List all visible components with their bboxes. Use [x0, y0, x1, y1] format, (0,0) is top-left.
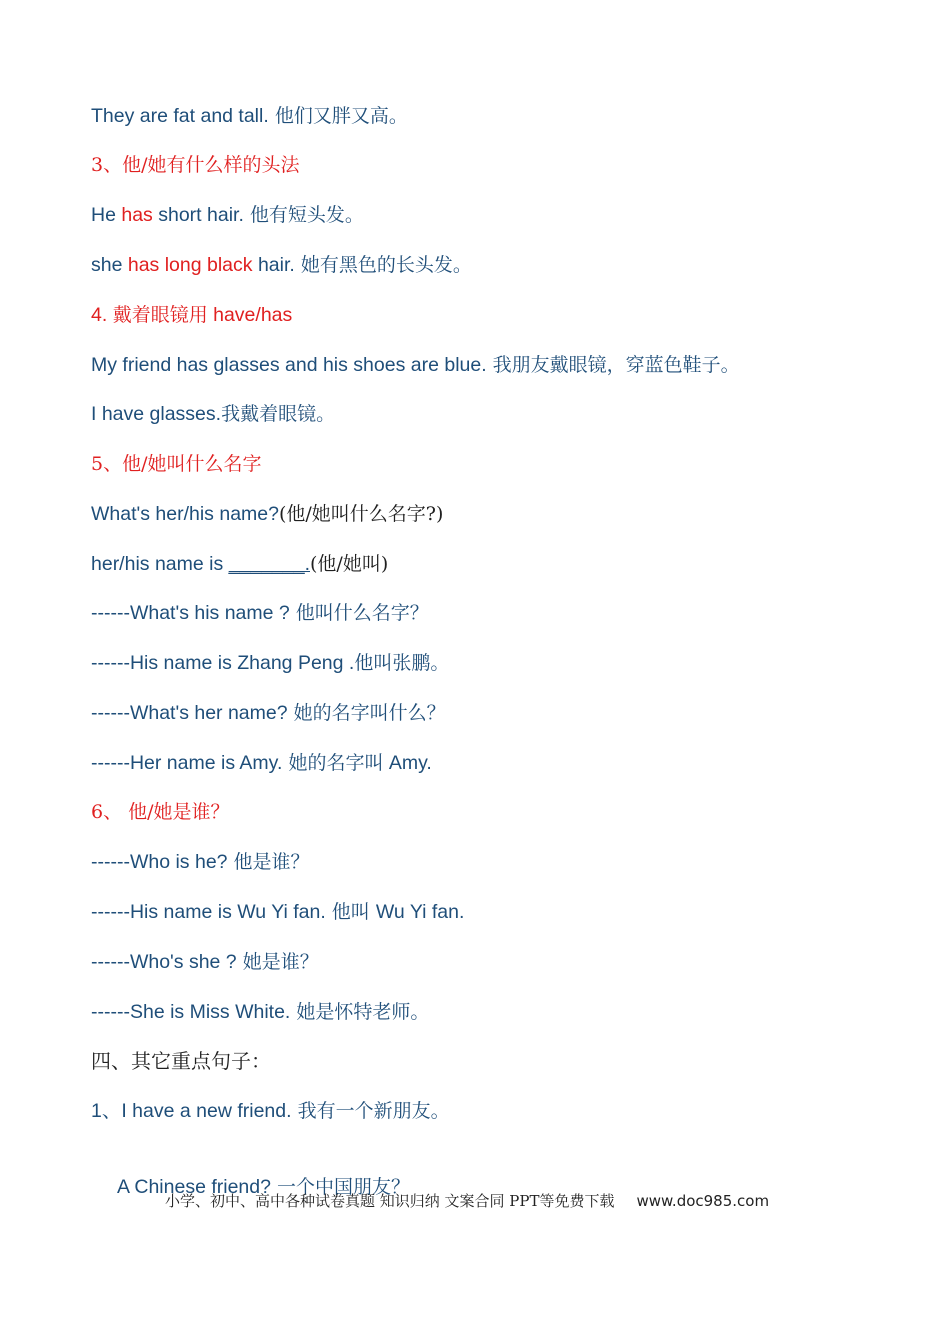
english-text: Wu Yi fan. — [375, 901, 465, 923]
chinese-text: 她的名字叫什么？ — [287, 702, 446, 724]
dialogue-line — [91, 600, 429, 626]
english-text: Amy. — [383, 752, 432, 774]
sentence-line — [91, 1098, 450, 1124]
english-text: ------Who's she ? — [91, 951, 237, 973]
dialogue-line — [91, 750, 432, 776]
english-text: ------She is Miss White. — [91, 1001, 291, 1023]
sentence-line — [91, 103, 408, 129]
heading-keyword: have/has — [207, 304, 293, 326]
dialogue-line — [91, 650, 449, 676]
dialogue-line — [91, 700, 446, 726]
chinese-text: (他/她叫什么名字?) — [278, 503, 444, 525]
chinese-text: 他叫 — [325, 901, 376, 923]
sentence-line — [91, 551, 388, 577]
english-text: 1、I have a new friend. — [91, 1100, 292, 1122]
chinese-text: 我朋友戴眼镜，穿蓝色鞋子。 — [486, 354, 740, 376]
footer-text: 小学、初中、高中各种试卷真题 知识归纳 文案合同 PPT等免费下载 — [165, 1192, 615, 1210]
english-text: I have glasses. — [91, 403, 222, 425]
heading-text: 5、他/她叫什么名字 — [91, 453, 262, 475]
sentence-line — [91, 352, 740, 378]
english-text: ------His name is Wu Yi fan. — [91, 901, 326, 923]
english-text: ------What's his name ? — [91, 602, 290, 624]
footer-link[interactable]: www.doc985.com — [636, 1192, 770, 1210]
chinese-text: 一个中国朋友？ — [270, 1176, 411, 1198]
sentence-line — [91, 501, 443, 527]
english-text: ------What's her name? — [91, 702, 288, 724]
heading-text: 戴着眼镜用 — [112, 304, 208, 326]
highlight-text: has long black — [127, 254, 253, 276]
english-text: What's her/his name? — [91, 503, 279, 525]
chinese-text: 他有短头发。 — [243, 204, 364, 226]
english-text: her/his name is — [91, 553, 229, 575]
fill-in-blank: _______. — [228, 553, 310, 575]
chinese-text: 他叫张鹏。 — [354, 652, 450, 674]
heading-number: 4. — [91, 304, 113, 326]
chinese-text: 她是怀特老师。 — [290, 1001, 430, 1023]
sentence-line — [91, 252, 472, 278]
chinese-text: (他/她叫) — [310, 553, 389, 575]
english-text: They are fat and tall. — [91, 105, 269, 127]
chinese-text: 他们又胖又高。 — [268, 105, 408, 127]
heading-text: 四、其它重点句子： — [91, 1049, 271, 1073]
chinese-text: 她是谁？ — [236, 951, 319, 973]
chinese-text: 我戴着眼镜。 — [221, 403, 336, 425]
heading-text: 6、 他/她是谁？ — [91, 801, 230, 823]
sentence-line — [91, 401, 335, 427]
english-text: short hair. — [152, 204, 244, 226]
english-text: ------His name is Zhang Peng . — [91, 652, 355, 674]
page-footer — [165, 1190, 769, 1211]
section-heading — [91, 152, 300, 178]
section-heading — [91, 799, 230, 825]
chinese-text: 她有黑色的长头发。 — [294, 254, 472, 276]
heading-text: 3、他/她有什么样的头法 — [91, 154, 300, 176]
highlight-text: has — [121, 204, 153, 226]
english-text: A Chinese friend? — [101, 1176, 271, 1198]
english-text: ------Who is he? — [91, 851, 228, 873]
sentence-line — [91, 202, 364, 228]
chinese-text: 他叫什么名字？ — [289, 602, 429, 624]
english-text: He — [91, 204, 122, 226]
section-heading — [91, 451, 262, 477]
section-heading — [91, 302, 292, 328]
english-text: she — [91, 254, 128, 276]
dialogue-line — [91, 949, 319, 975]
dialogue-line — [91, 849, 310, 875]
chinese-text: 他是谁？ — [227, 851, 310, 873]
dialogue-line — [91, 899, 464, 925]
dialogue-line — [91, 999, 429, 1025]
section-heading — [91, 1048, 271, 1075]
english-text: ------Her name is Amy. — [91, 752, 283, 774]
chinese-text: 她的名字叫 — [282, 752, 384, 774]
english-text: My friend has glasses and his shoes are blue. — [91, 354, 487, 376]
chinese-text: 我有一个新朋友。 — [291, 1100, 450, 1122]
english-text: hair. — [252, 254, 295, 276]
